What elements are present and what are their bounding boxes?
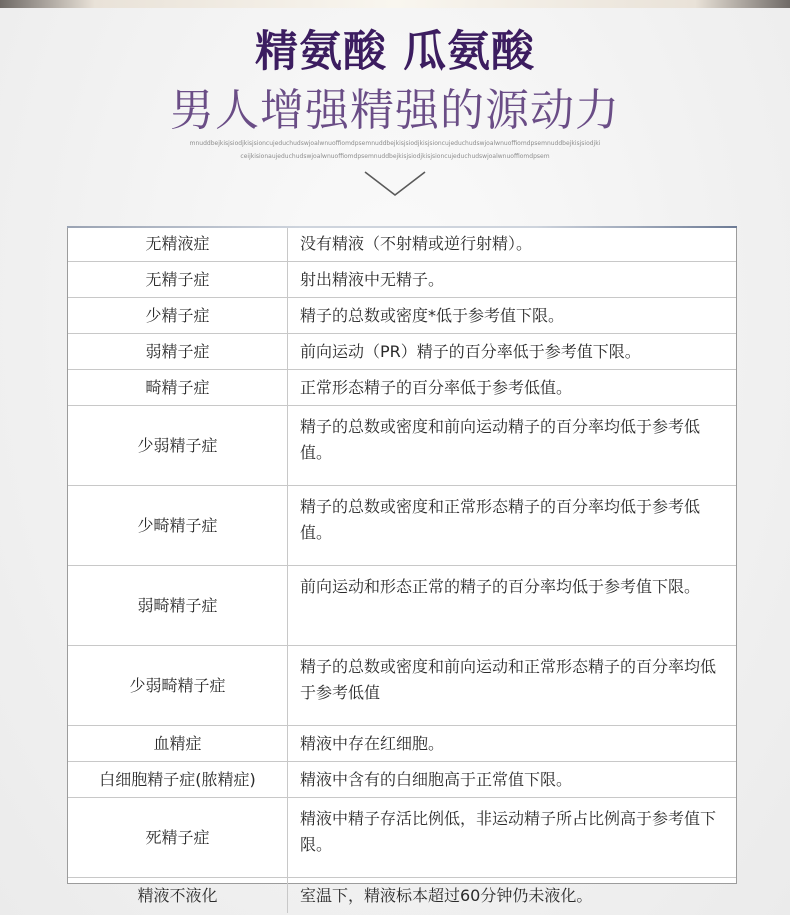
table-row [68,298,736,334]
condition-description-cell: 正常形态精子的百分率低于参考低值。 [288,370,737,406]
decorative-text-line: mnuddbejkisjsiodjkisjsioncujeduchudswjoalwnuoffiomdpsemnuddbejkisjsiodjkisjsioncujeduchudswjoalwnuoffiomdpsemnuddbejkisjsiodjki [189,140,601,147]
table-row [68,726,736,762]
chevron-down-icon [363,170,427,198]
condition-name-cell: 无精子症 [68,262,288,298]
table-row [68,878,736,914]
condition-name-cell: 弱畸精子症 [68,566,288,646]
condition-name-cell: 白细胞精子症(脓精症) [68,762,288,798]
table-row [68,646,736,726]
condition-description-cell: 精子的总数或密度和前向运动精子的百分率均低于参考低值。 [288,406,737,486]
condition-name-cell: 畸精子症 [68,370,288,406]
table-row [68,406,736,486]
table-row [68,486,736,566]
condition-description-cell: 前向运动和形态正常的精子的百分率均低于参考值下限。 [288,566,737,646]
table-row [68,762,736,798]
condition-name-cell: 少精子症 [68,298,288,334]
condition-description-cell: 精液中存在红细胞。 [288,726,737,762]
table-row [68,226,736,262]
page-subtitle: 男人增强精强的源动力 [170,85,620,136]
condition-description-cell: 精液中精子存活比例低，非运动精子所占比例高于参考值下限。 [288,798,737,878]
table-row [68,798,736,878]
condition-name-cell: 少弱精子症 [68,406,288,486]
glossary-table [67,226,737,905]
table-row [68,566,736,646]
condition-name-cell: 少畸精子症 [68,486,288,566]
table-row [68,370,736,406]
table-row [68,334,736,370]
condition-description-cell: 室温下，精液标本超过60分钟仍未液化。 [300,885,593,905]
condition-description-cell: 精子的总数或密度*低于参考值下限。 [288,298,737,334]
condition-description-cell: 没有精液（不射精或逆行射精）。 [288,226,737,262]
header [0,0,790,210]
condition-name-cell: 死精子症 [68,798,288,878]
condition-name-cell: 血精症 [68,726,288,762]
condition-name-cell: 无精液症 [68,226,288,262]
condition-name-cell: 精液不液化 [68,878,288,914]
glossary-table-body [68,226,736,913]
decorative-text-line: ceijkisionaujeduchudswjoalwnuoffiomdpsemnuddbejkisjsiodjkisjsioncujeduchudswjoalwnuoffiomdpsem [240,153,550,160]
condition-description-cell: 前向运动（PR）精子的百分率低于参考值下限。 [288,334,737,370]
condition-description-cell: 精子的总数或密度和前向运动和正常形态精子的百分率均低于参考低值 [288,646,737,726]
condition-description-cell: 射出精液中无精子。 [288,262,737,298]
page-title: 精氨酸 瓜氨酸 [255,27,535,77]
table-top-border [67,226,737,228]
condition-description-cell: 精子的总数或密度和正常形态精子的百分率均低于参考低值。 [288,486,737,566]
condition-description-cell: 精液中含有的白细胞高于正常值下限。 [288,762,737,798]
table-row [68,262,736,298]
condition-name-cell: 弱精子症 [68,334,288,370]
condition-name-cell: 少弱畸精子症 [68,646,288,726]
